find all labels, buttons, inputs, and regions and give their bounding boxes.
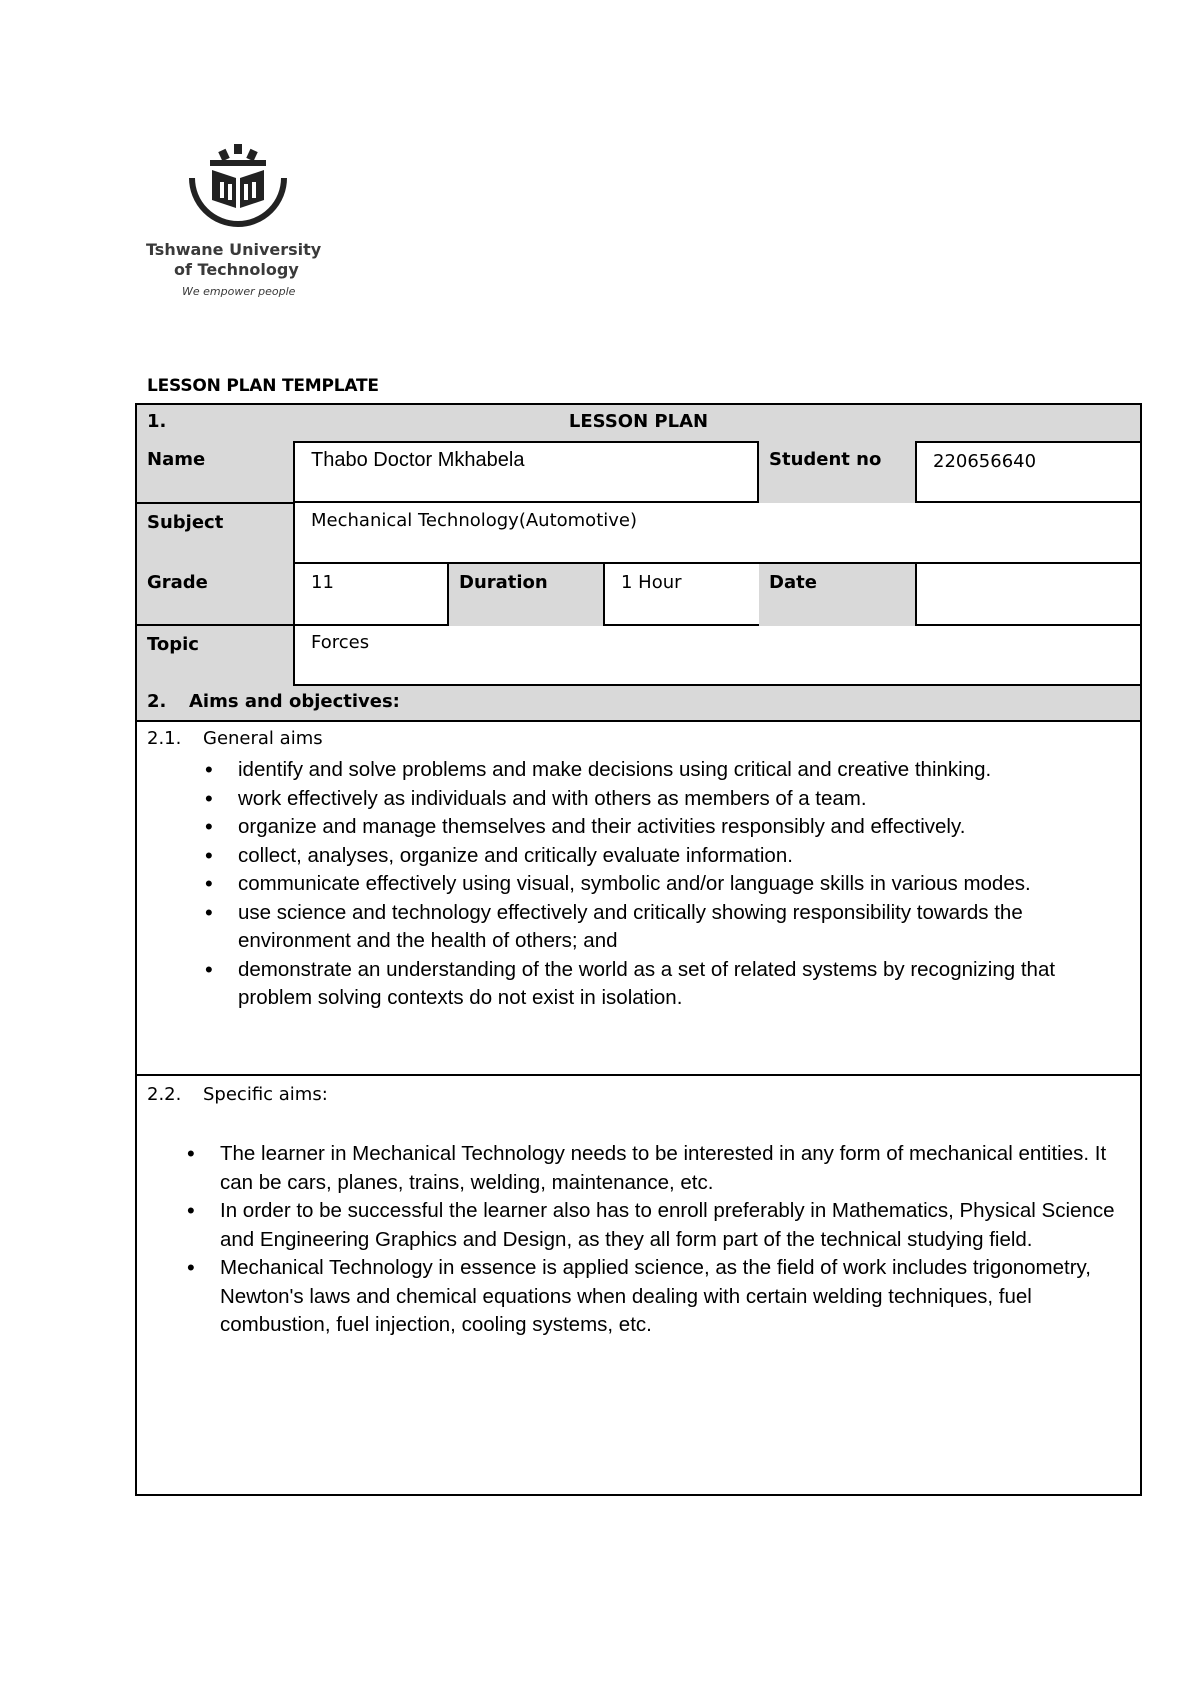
specific-aims-number: 2.2.	[147, 1084, 182, 1105]
section2-number: 2.	[147, 691, 167, 712]
general-aims-list	[238, 756, 1118, 1013]
general-aim-item: • communicate effectively using visual, symbolic and/or language skills in various modes.	[238, 870, 1118, 899]
specific-aims-title: Specific aims:	[203, 1084, 328, 1105]
tut-emblem-icon	[182, 138, 294, 234]
specific-aims-box	[137, 1076, 1140, 1494]
general-aim-item: • use science and technology effectively and critically showing responsibility towards the environment and the health of others; and	[238, 899, 1118, 956]
topic-field[interactable]: Forces	[293, 624, 1140, 686]
general-aims-title: General aims	[203, 728, 323, 749]
specific-aim-item: • In order to be successful the learner also has to enroll preferably in Mathematics, Physical Science and Engineering Graphics and Design, as they all form part of the technical studying field.	[220, 1197, 1120, 1254]
general-aim-item: • collect, analyses, organize and critically evaluate information.	[238, 842, 1118, 871]
duration-field[interactable]: 1 Hour	[603, 562, 761, 626]
student-no-field[interactable]: 220656640	[915, 441, 1140, 503]
general-aim-item: • work effectively as individuals and with others as members of a team.	[238, 785, 1118, 814]
name-label: Name	[137, 441, 293, 503]
subject-field[interactable]: Mechanical Technology(Automotive)	[293, 502, 1140, 564]
name-field[interactable]: Thabo Doctor Mkhabela	[293, 441, 759, 503]
duration-label: Duration	[449, 562, 605, 626]
general-aim-item: • organize and manage themselves and their activities responsibly and effectively.	[238, 813, 1118, 842]
lesson-plan-form	[135, 403, 1142, 1496]
section1-heading: LESSON PLAN	[568, 411, 709, 432]
general-aims-box	[137, 722, 1140, 1076]
topic-label: Topic	[137, 624, 293, 686]
subject-label: Subject	[137, 502, 293, 564]
general-aims-number: 2.1.	[147, 728, 182, 749]
specific-aims-heading	[147, 1084, 328, 1105]
logo-line2: of Technology	[174, 260, 299, 279]
grade-label: Grade	[137, 564, 293, 626]
section2-header	[137, 686, 1140, 722]
section2-heading: Aims and objectives:	[189, 691, 400, 712]
specific-aim-item: • Mechanical Technology in essence is applied science, as the field of work includes trigonometry, Newton's laws and chemical equations when dealing with certain welding techniques, fuel combustion, fuel injection, cooling systems, etc.	[220, 1254, 1120, 1340]
general-aim-item: • identify and solve problems and make decisions using critical and creative thinking.	[238, 756, 1118, 785]
specific-aim-item: • The learner in Mechanical Technology needs to be interested in any form of mechanical entities. It can be cars, planes, trains, welding, maintenance, etc.	[220, 1140, 1120, 1197]
logo-line1: Tshwane University	[146, 240, 322, 259]
section1-header	[137, 405, 1140, 441]
grade-field[interactable]: 11	[293, 564, 449, 626]
general-aim-item: • demonstrate an understanding of the world as a set of related systems by recognizing that problem solving contexts do not exist in isolation.	[238, 956, 1118, 1013]
section1-number: 1.	[147, 411, 167, 432]
general-aims-heading	[147, 728, 323, 749]
date-field[interactable]	[915, 562, 1140, 626]
student-no-label: Student no	[759, 441, 915, 503]
university-logo	[140, 138, 340, 313]
logo-tagline: We empower people	[182, 285, 296, 298]
date-label: Date	[759, 562, 915, 626]
document-title: LESSON PLAN TEMPLATE	[147, 376, 379, 396]
specific-aims-list	[220, 1140, 1120, 1340]
